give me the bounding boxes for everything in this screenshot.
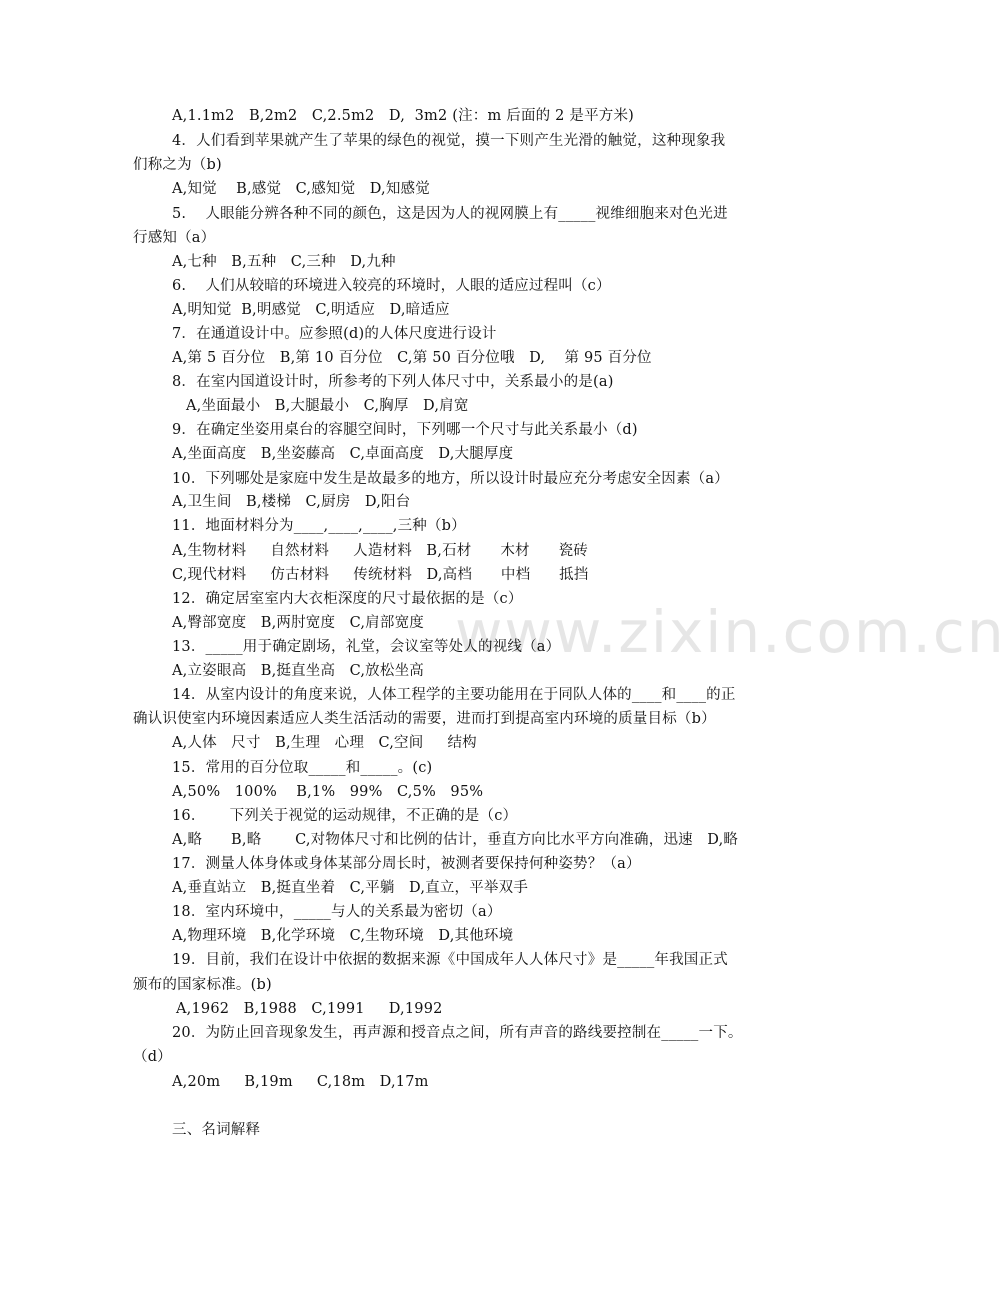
- watermark: www.zixin.com.cn: [455, 598, 1006, 666]
- text-line: A,1.1m2 B,2m2 C,2.5m2 D, 3m2 (注：m 后面的 2 是平方米): [172, 108, 635, 124]
- text-line: 7．在通道设计中。应参照(d)的人体尺度进行设计: [172, 326, 497, 342]
- text-line: 颁布的国家标准。(b): [133, 977, 272, 993]
- text-line: A,立姿眼高 B,挺直坐高 C,放松坐高: [172, 663, 424, 679]
- text-line: A,坐面最小 B,大腿最小 C,胸厚 D,肩宽: [186, 398, 469, 414]
- text-line: 行感知（a）: [133, 230, 216, 246]
- text-line: A,坐面高度 B,坐姿藤高 C,卓面高度 D,大腿厚度: [172, 446, 514, 462]
- text-line: 13．_____用于确定剧场，礼堂，会议室等处人的视线（a）: [172, 639, 561, 655]
- text-line: 确认识使室内环境因素适应人类生活活动的需要，进而打到提高室内环境的质量目标（b）: [133, 711, 716, 727]
- text-line: A,知觉 B,感觉 C,感知觉 D,知感觉: [172, 181, 430, 197]
- text-line: （d）: [133, 1049, 172, 1065]
- text-line: 8．在室内国道设计时，所参考的下列人体尺寸中，关系最小的是(a): [172, 374, 614, 390]
- text-line: 们称之为（b): [133, 157, 222, 173]
- text-line: 11．地面材料分为____,____,____,三种（b）: [172, 518, 466, 534]
- text-line: 15．常用的百分位取_____和_____。(c): [172, 760, 433, 776]
- text-line: C,现代材料 仿古材料 传统材料 D,高档 中档 抵挡: [172, 567, 589, 583]
- text-line: 5. 人眼能分辨各种不同的颜色，这是因为人的视网膜上有_____视维细胞来对色光进: [172, 206, 728, 222]
- text-line: A,50% 100% B,1% 99% C,5% 95%: [172, 784, 484, 800]
- text-line: A,明知觉 B,明感觉 C,明适应 D,暗适应: [172, 302, 450, 318]
- text-line: A,人体 尺寸 B,生理 心理 C,空间 结构: [172, 735, 477, 751]
- text-line: 20．为防止回音现象发生，再声源和授音点之间，所有声音的路线要控制在_____一下。: [172, 1025, 743, 1041]
- text-line: 10．下列哪处是家庭中发生是故最多的地方，所以设计时最应充分考虑安全因素（a）: [172, 471, 729, 487]
- text-line: 三、名词解释: [172, 1122, 261, 1138]
- text-line: A,卫生间 B,楼梯 C,厨房 D,阳台: [172, 494, 411, 510]
- text-line: 18．室内环境中，_____与人的关系最为密切（a）: [172, 904, 502, 920]
- text-line: 14．从室内设计的角度来说，人体工程学的主要功能用在于同队人体的____和____的正: [172, 687, 736, 703]
- text-line: A,臀部宽度 B,两肘宽度 C,肩部宽度: [172, 615, 424, 631]
- text-line: A,物理环境 B,化学环境 C,生物环境 D,其他环境: [172, 928, 514, 944]
- text-line: 16． 下列关于视觉的运动规律，不正确的是（c）: [172, 808, 518, 824]
- text-line: 12．确定居室室内大衣柜深度的尺寸最依据的是（c）: [172, 591, 523, 607]
- text-line: 6. 人们从较暗的环境进入较亮的环境时，人眼的适应过程叫（c）: [172, 278, 611, 294]
- text-line: A,生物材料 自然材料 人造材料 B,石材 木材 瓷砖: [172, 543, 588, 559]
- text-line: A,1962 B,1988 C,1991 D,1992: [176, 1001, 443, 1017]
- text-line: A,第 5 百分位 B,第 10 百分位 C,第 50 百分位哦 D, 第 95 百分位: [172, 350, 652, 366]
- text-line: A,20m B,19m C,18m D,17m: [172, 1074, 429, 1090]
- text-line: 9．在确定坐姿用桌台的容腿空间时，下列哪一个尺寸与此关系最小（d): [172, 422, 638, 438]
- text-line: 19．目前，我们在设计中依据的数据来源《中国成年人人体尺寸》是_____年我国正式: [172, 952, 728, 968]
- text-line: A,七种 B,五种 C,三种 D,九种: [172, 254, 396, 270]
- text-line: A,垂直站立 B,挺直坐着 C,平躺 D,直立，平举双手: [172, 880, 529, 896]
- text-line: A,略 B,略 C,对物体尺寸和比例的估计，垂直方向比水平方向准确，迅速 D,略: [172, 832, 739, 848]
- text-line: 4．人们看到苹果就产生了苹果的绿色的视觉，摸一下则产生光滑的触觉，这种现象我: [172, 133, 726, 149]
- text-line: 17．测量人体身体或身体某部分周长时，被测者要保持何种姿势？（a）: [172, 856, 641, 872]
